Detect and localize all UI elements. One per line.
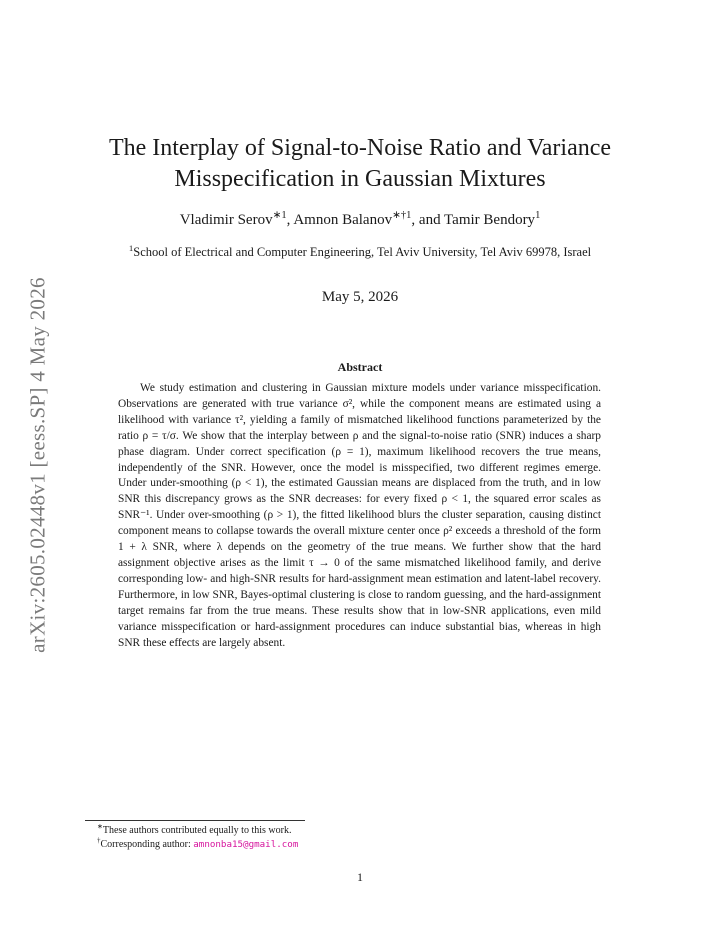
page-number: 1 xyxy=(357,870,363,884)
author-name: Amnon Balanov xyxy=(293,212,393,228)
footnote-corresponding-author xyxy=(97,838,298,852)
email-link[interactable]: amnonba15@gmail.com xyxy=(193,839,299,850)
footnote-mark: ∗ xyxy=(97,822,103,831)
author-mark: ∗†1 xyxy=(392,210,412,221)
abstract-heading: Abstract xyxy=(337,360,383,374)
footnote-text: Corresponding author: xyxy=(100,839,194,850)
author-mark: 1 xyxy=(535,210,541,221)
author-list xyxy=(60,211,660,229)
abstract-text: We study estimation and clustering in Gaussian mixture models under variance misspecification. Observations are generated with true variance σ², while the component means are estimated using a likelihood with variance τ², yielding a family of mismatched likelihood functions parameterized by the ratio ρ = τ/σ. We show that the interplay between ρ and the signal-to-noise ratio (SNR) induces a sharp phase diagram. Under correct specification (ρ = 1), maximum likelihood recovers the true means, independently of the SNR. However, once the model is misspecified, two different regimes emerge. Under under-smoothing (ρ < 1), the estimated Gaussian means are displaced from the truth, and in low SNR this discrepancy grows as the SNR decreases: for every fixed ρ < 1, the squared error scales as SNR⁻¹. Under over-smoothing (ρ > 1), the fitted likelihood blurs the cluster separation, causing distinct component means to collapse towards the overall mixture center once ρ² exceeds a threshold of the form 1 + λ SNR, where λ depends on the geometry of the true means. We further show that the hard assignment objective arises as the limit τ → 0 of the same mismatched likelihood family, and derive corresponding low- and high-SNR results for hard-assignment mean estimation and latent-label recovery. Furthermore, in low SNR, Bayes-optimal clustering is close to random guessing, and the hard-assignment target remains far from the true means. These results show that in low-SNR applications, even mild variance misspecification or hard-assignment procedures can induce substantial bias, whereas in high SNR these effects are largely absent. xyxy=(118,382,601,649)
footnote-mark: † xyxy=(97,836,101,845)
footnotes xyxy=(97,824,298,852)
footnote-text: These authors contributed equally to this work. xyxy=(102,825,292,836)
paper-date: May 5, 2026 xyxy=(321,289,399,305)
author-separator: , xyxy=(286,212,294,228)
arxiv-identifier: arXiv:2605.02448v1 [eess.SP] 4 May 2026 xyxy=(25,277,50,653)
paper-title: The Interplay of Signal-to-Noise Ratio and Variance Misspecification in Gaussian Mixtures xyxy=(108,135,612,192)
author-mark: ∗1 xyxy=(272,210,287,221)
author-name: Tamir Bendory xyxy=(444,212,536,228)
footnote-rule xyxy=(85,820,305,821)
footnote-equal-contribution xyxy=(97,824,298,838)
affiliation xyxy=(40,244,680,260)
abstract-body xyxy=(118,381,601,651)
author-name: Vladimir Serov xyxy=(179,212,273,228)
author-separator: , and xyxy=(411,212,445,228)
affiliation-mark: 1 xyxy=(128,242,134,253)
affiliation-text: School of Electrical and Computer Engineering, Tel Aviv University, Tel Aviv 69978, Israel xyxy=(133,245,592,259)
